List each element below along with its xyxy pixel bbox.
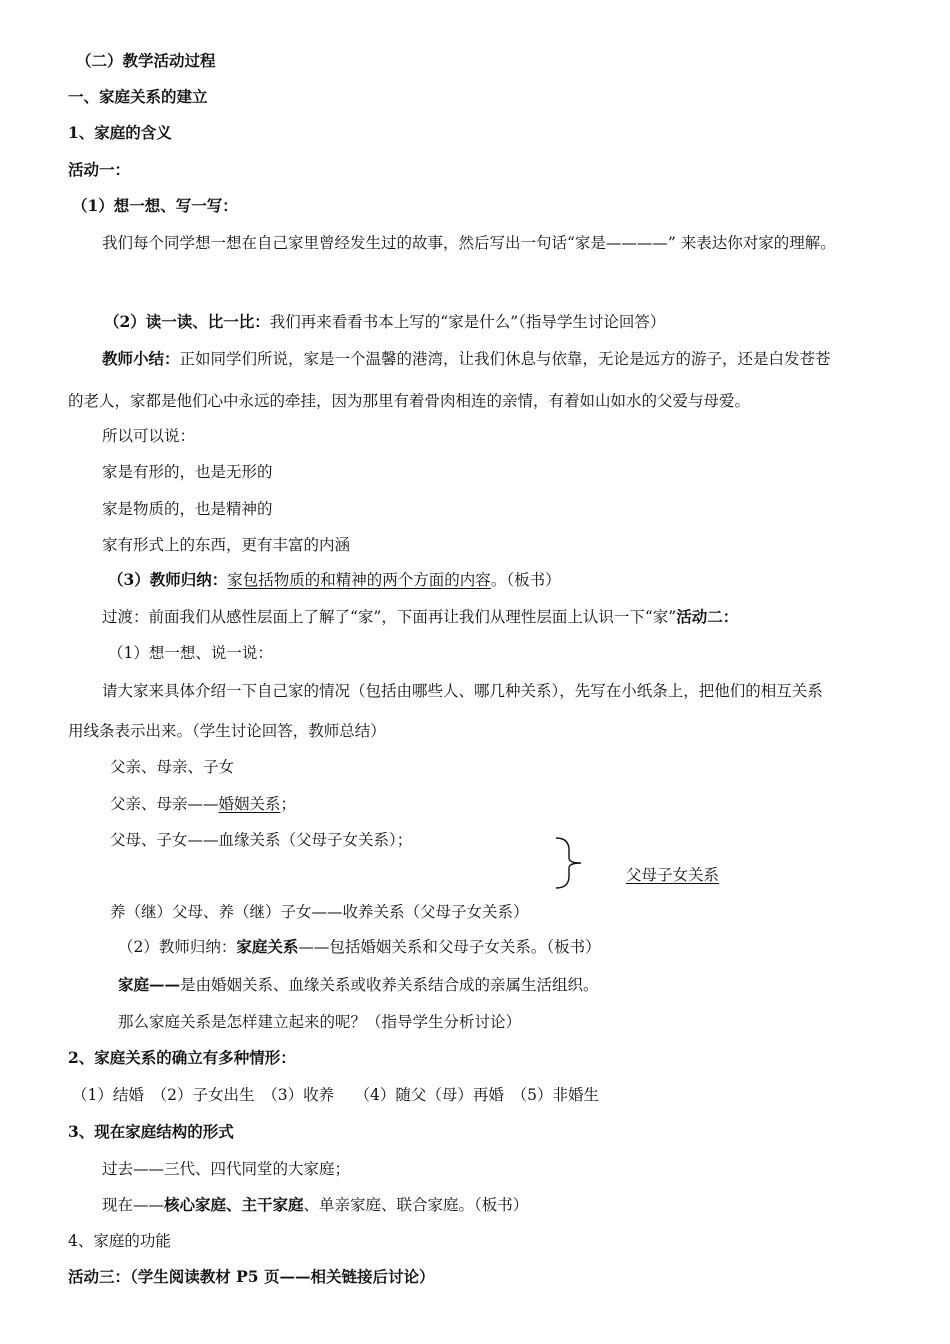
paragraph xyxy=(102,350,831,369)
paragraph xyxy=(118,976,599,995)
activity-heading: 活动二： xyxy=(676,607,739,626)
activity-heading: 活动三：（学生阅读教材 P5 页——相关链接后讨论） xyxy=(68,1267,435,1286)
relation-line: 父母、子女——血缘关系（父母子女关系）； xyxy=(110,831,413,849)
paragraph: 家是物质的，也是精神的 xyxy=(102,500,273,518)
step-label: （2）读一读、比一比： xyxy=(104,312,270,331)
relation-line xyxy=(110,795,296,814)
paragraph xyxy=(108,571,561,590)
right-brace-icon xyxy=(553,836,589,890)
activity-heading: 活动一： xyxy=(68,160,131,179)
paragraph xyxy=(118,938,601,957)
relation-line: 养（继）父母、养（继）子女——收养关系（父母子女关系） xyxy=(110,903,529,921)
paragraph xyxy=(102,1196,528,1215)
conclude-text: 家包括物质的和精神的两个方面的内容 xyxy=(227,571,491,589)
step-prefix: （2）教师归纳： xyxy=(118,938,237,956)
subsection-heading: 2、家庭关系的确立有多种情形： xyxy=(68,1048,296,1067)
step-tail: ——包括婚姻关系和父母子女关系。（板书） xyxy=(298,938,601,956)
relation-link: 婚姻关系 xyxy=(218,795,281,813)
summary-label: 教师小结： xyxy=(102,349,180,368)
paragraph xyxy=(102,608,738,627)
heading-activity-process: （二）教学活动过程 xyxy=(76,51,216,70)
paragraph: 那么家庭关系是怎样建立起来的呢？（指导学生分析讨论） xyxy=(118,1013,522,1031)
definition-term: 家庭—— xyxy=(118,975,181,994)
now-prefix: 现在—— xyxy=(102,1196,165,1214)
now-tail: 、单亲家庭、联合家庭。（板书） xyxy=(303,1196,529,1214)
step-heading: （1）想一想、写一写： xyxy=(72,196,238,215)
subsection-heading: 4、家庭的功能 xyxy=(68,1232,171,1250)
paragraph: 用线条表示出来。（学生讨论回答，教师总结） xyxy=(68,722,386,740)
subsection-heading: 3、现在家庭结构的形式 xyxy=(68,1122,234,1141)
paragraph: 请大家来具体介绍一下自己家的情况（包括由哪些人、哪几种关系），先写在小纸条上，把他们的相互关系 xyxy=(102,682,823,700)
relation-prefix: 父亲、母亲—— xyxy=(110,795,219,813)
paragraph: 家是有形的，也是无形的 xyxy=(102,463,273,481)
relation-line: 父亲、母亲、子女 xyxy=(110,758,235,776)
paragraph: 我们每个同学想一想在自己家里曾经发生过的故事，然后写出一句话“家是————” 来表达你对家的理解。 xyxy=(102,234,836,252)
paragraph: 家有形式上的东西，更有丰富的内涵 xyxy=(102,536,351,554)
step-bold: 家庭关系 xyxy=(236,937,299,956)
cases-list: （1）结婚 （2）子女出生 （3）收养 （4）随父（母）再婚 （5）非婚生 xyxy=(72,1086,599,1104)
summary-text: 正如同学们所说，家是一个温馨的港湾，让我们休息与依靠，无论是远方的游子，还是白发苍苍 xyxy=(179,350,831,368)
paragraph: 所以可以说： xyxy=(102,427,196,445)
transition-text: 过渡：前面我们从感性层面上了解了“家”，下面再让我们从理性层面上认识一下“家” xyxy=(102,608,677,626)
conclude-label: （3）教师归纳： xyxy=(108,570,228,589)
paragraph xyxy=(104,313,665,332)
conclude-tail: 。（板书） xyxy=(490,571,561,589)
step-heading: （1）想一想、说一说： xyxy=(108,644,273,662)
paragraph: 过去——三代、四代同堂的大家庭； xyxy=(102,1160,351,1178)
brace-label: 父母子女关系 xyxy=(626,866,720,884)
relation-tail: ； xyxy=(280,795,297,813)
definition-text: 是由婚姻关系、血缘关系或收养关系结合成的亲属生活组织。 xyxy=(180,976,599,994)
paragraph: 的老人，家都是他们心中永远的牵挂，因为那里有着骨肉相连的亲情，有着如山如水的父爱与母爱。 xyxy=(68,392,751,410)
step-text: 我们再来看看书本上写的“家是什么”（指导学生讨论回答） xyxy=(269,313,666,331)
now-bold: 核心家庭、主干家庭 xyxy=(164,1195,304,1214)
section-heading: 一、家庭关系的建立 xyxy=(68,87,208,106)
subsection-heading: 1、家庭的含义 xyxy=(68,123,172,142)
